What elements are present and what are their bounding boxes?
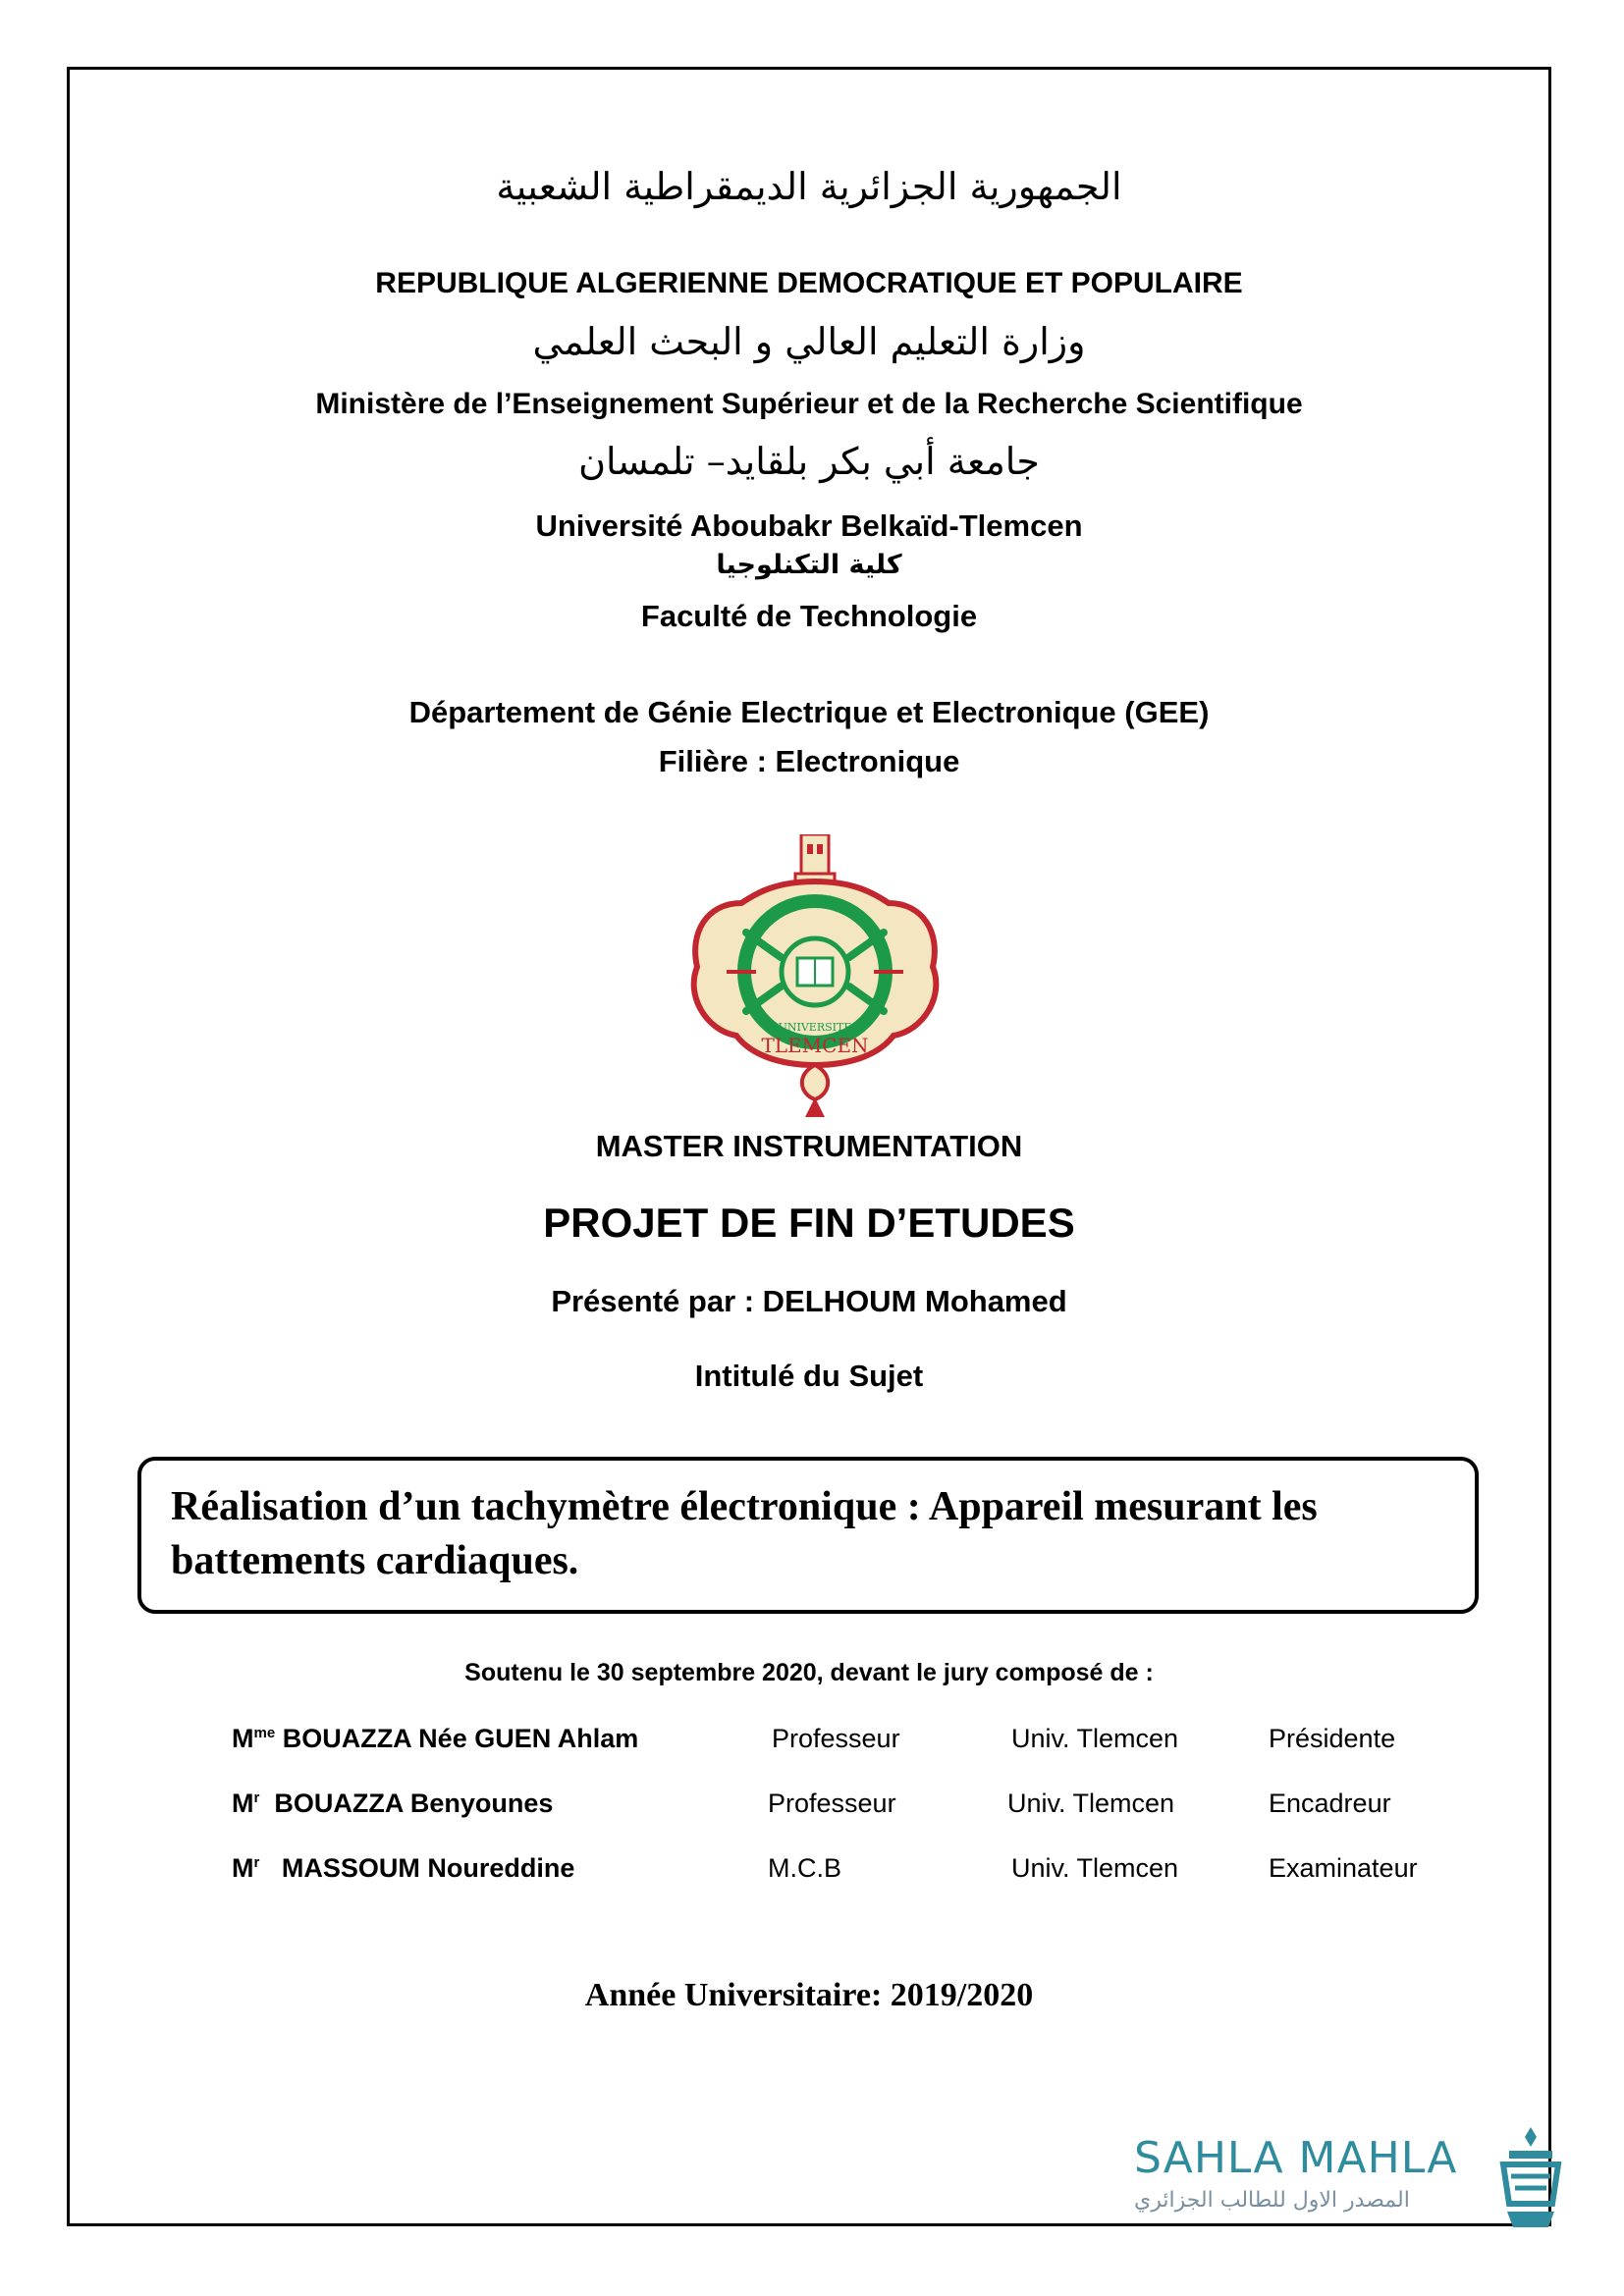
subject-label: Intitulé du Sujet [694, 1359, 924, 1393]
jury-title-sup: r [253, 1854, 260, 1871]
jury-name: MASSOUM Noureddine [281, 1853, 575, 1883]
ministry-heading: Ministère de l’Enseignement Supérieur et de la Recherche Scientifique [315, 388, 1303, 420]
jury-member-name [232, 1724, 638, 1754]
logo-text-bottom: TLEMCEN [761, 1034, 869, 1057]
jury-name: BOUAZZA Benyounes [274, 1789, 554, 1818]
jury-member-name [232, 1789, 553, 1819]
jury-row [0, 1853, 1624, 1889]
jury-member-name [232, 1853, 574, 1884]
jury-grade: Professeur [772, 1724, 900, 1753]
logo-text-top: UNIVERSITE [778, 1021, 852, 1034]
watermark-brand: SAHLA MAHLA [1134, 2133, 1458, 2183]
jury-row [0, 1789, 1624, 1824]
watermark-tagline: المصدر الاول للطالب الجزائري [1134, 2188, 1410, 2213]
subject-box [137, 1457, 1479, 1614]
jury-title-sup: r [253, 1789, 260, 1806]
filiere-heading: Filière : Electronique [658, 744, 960, 778]
jury-row [0, 1724, 1624, 1759]
arabic-university-heading: جامعة أبي بكر بلقايد– تلمسان [578, 440, 1040, 483]
jury-role: Encadreur [1269, 1789, 1391, 1818]
arabic-ministry-heading: وزارة التعليم العالي و البحث العلمي [532, 320, 1086, 363]
presented-by: Présenté par : DELHOUM Mohamed [551, 1284, 1067, 1318]
republic-heading: REPUBLIQUE ALGERIENNE DEMOCRATIQUE ET POPULAIRE [375, 267, 1243, 299]
subject-line-1: Réalisation d’un tachymètre électronique : Appareil mesurant les [171, 1484, 1318, 1529]
faculty-heading: Faculté de Technologie [640, 599, 978, 633]
jury-title-sup: me [253, 1725, 276, 1741]
jury-role: Présidente [1269, 1724, 1396, 1753]
arabic-faculty-heading: كلية التكنلوجيا [716, 550, 902, 580]
university-heading: Université Aboubakr Belkaïd-Tlemcen [535, 508, 1083, 543]
jury-institution: Univ. Tlemcen [1011, 1853, 1179, 1883]
master-title: MASTER INSTRUMENTATION [595, 1129, 1023, 1163]
subject-line-2: battements cardiaques. [171, 1538, 579, 1583]
arabic-republic-heading: الجمهورية الجزائرية الديمقراطية الشعبية [496, 165, 1122, 208]
jury-institution: Univ. Tlemcen [1011, 1724, 1179, 1753]
department-heading: Département de Génie Electrique et Electronique (GEE) [408, 695, 1210, 729]
jury-title: M [232, 1789, 254, 1818]
jury-name: BOUAZZA Née GUEN Ahlam [282, 1724, 639, 1753]
academic-year: Année Universitaire: 2019/2020 [584, 1977, 1034, 2013]
jury-grade: M.C.B [768, 1853, 842, 1883]
watermark-logo-icon [1497, 2125, 1564, 2233]
sahla-mahla-watermark [1134, 2125, 1566, 2233]
project-title: PROJET DE FIN D’ETUDES [543, 1200, 1075, 1246]
jury-grade: Professeur [768, 1789, 896, 1818]
jury-role: Examinateur [1269, 1853, 1418, 1883]
jury-title: M [232, 1724, 254, 1753]
jury-intro: Soutenu le 30 septembre 2020, devant le jury composé de : [464, 1659, 1154, 1686]
jury-title: M [232, 1853, 254, 1883]
university-logo [687, 834, 943, 1119]
jury-institution: Univ. Tlemcen [1007, 1789, 1175, 1818]
